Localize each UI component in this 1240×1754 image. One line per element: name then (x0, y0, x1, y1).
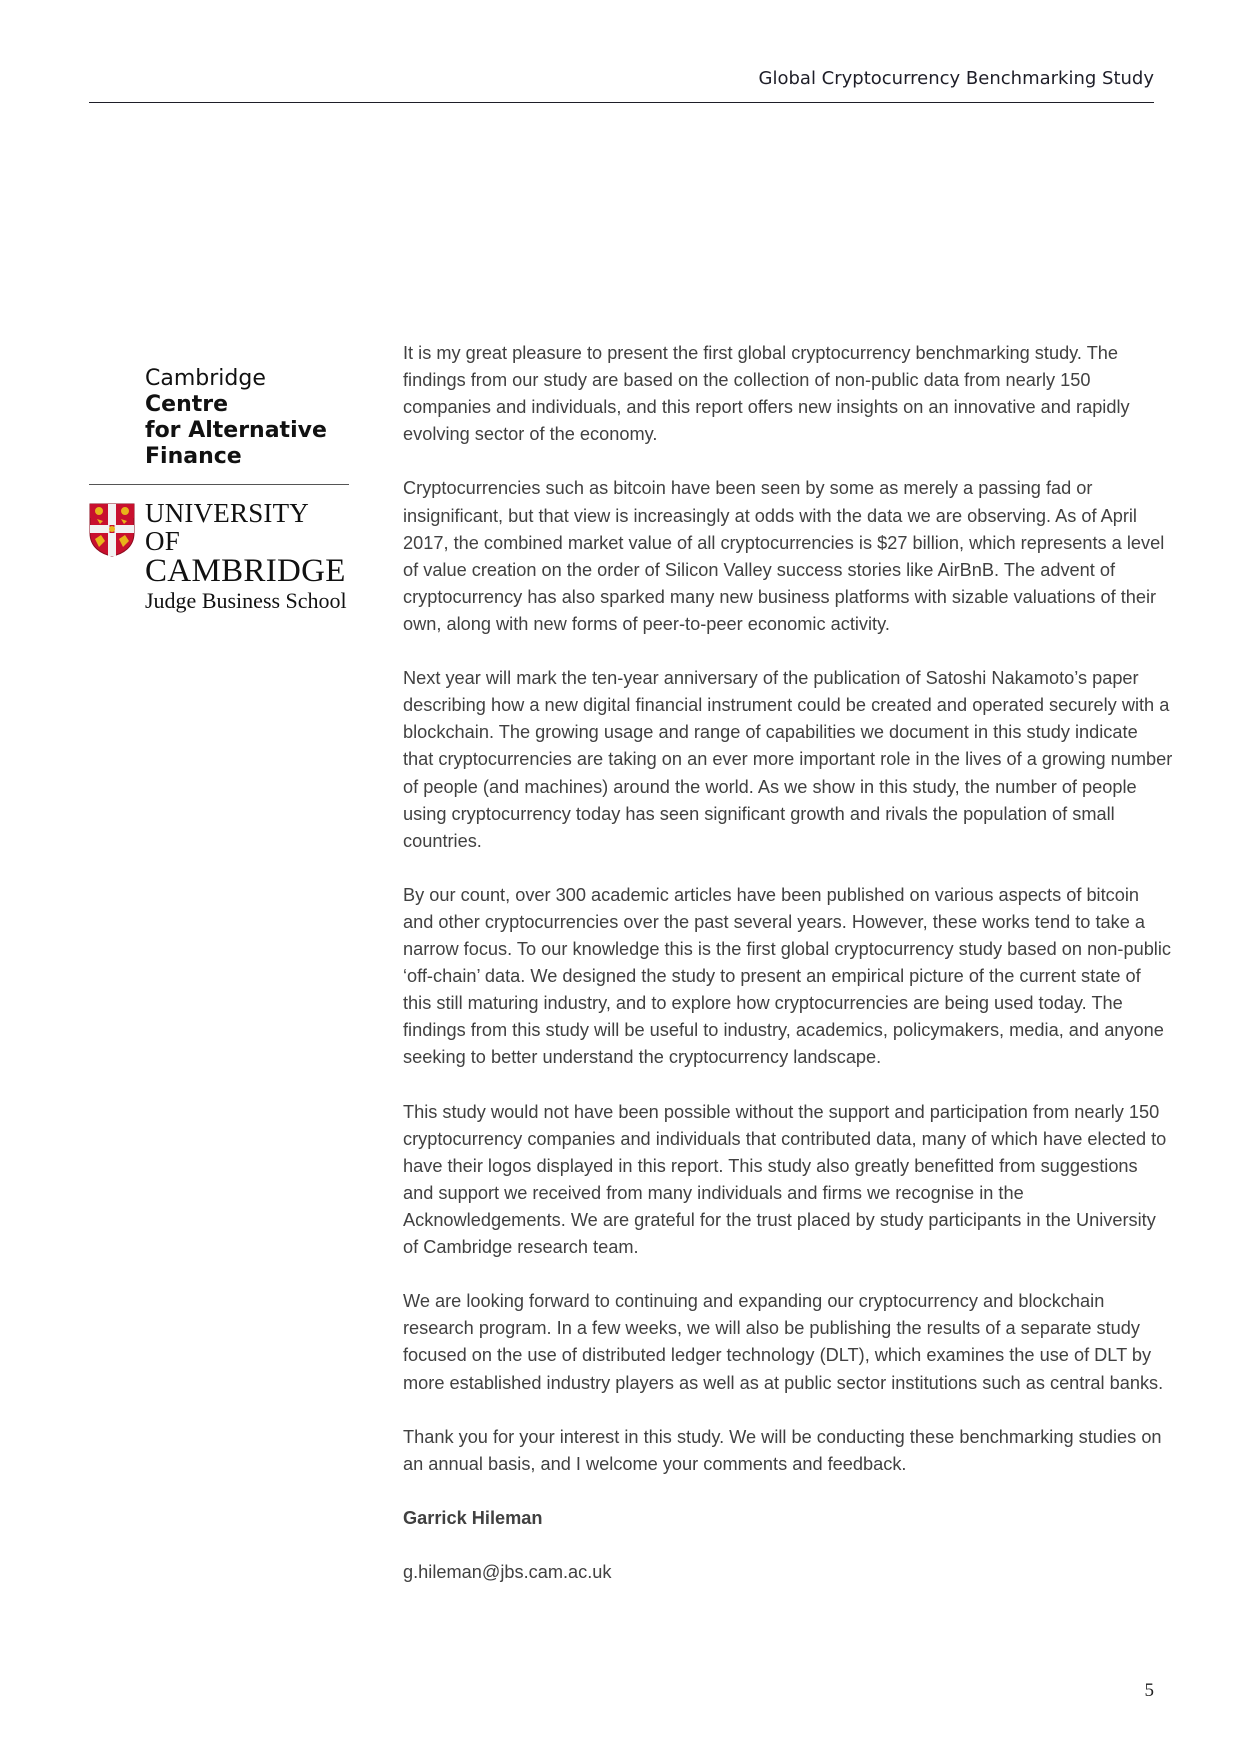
paragraph: This study would not have been possible without the support and participation from nearly 150 cryptocurrency companies and individuals that contributed data, many of which have elected to have their logos displayed in this report. This study also greatly benefitted from suggestions and support we received from many individuals and firms we recognise in the Acknowledgements. We are grateful for the trust placed by study participants in the University of Cambridge research team. (403, 1101, 1167, 1258)
signature-email: g.hileman@jbs.cam.ac.uk (403, 1562, 612, 1583)
paragraph: By our count, over 300 academic articles have been published on various aspects of bitcoin and other cryptocurrencies over the past several years. However, these works tend to take a narrow focus. To our knowledge this is the first global cryptocurrency study based on non-public ‘off-chain’ data. We designed the study to present an empirical picture of the current state of this still maturing industry, and to explore how cryptocurrencies are being used today. The findings from this study will be useful to industry, academics, policymakers, media, and anyone seeking to better understand the cryptocurrency landscape. (403, 884, 1171, 1068)
paragraph: It is my great pleasure to present the first global cryptocurrency benchmarking study. The findings from our study are based on the collection of non-public data from nearly 150 companies and individuals, and this report offers new insights on an innovative and rapidly evolving sector of the economy. (403, 343, 1130, 445)
cambridge-crest-icon (89, 503, 135, 557)
header-divider (89, 102, 1154, 103)
ccaf-logo-line4: Finance (145, 444, 242, 469)
jbs-logo (89, 499, 349, 615)
foreword-body (403, 340, 1173, 1613)
ccaf-logo-line3: for Alternative (145, 418, 327, 443)
sidebar-logos (89, 366, 349, 615)
running-header-title: Global Cryptocurrency Benchmarking Study (758, 68, 1154, 89)
ccaf-logo (89, 366, 349, 470)
jbs-logo-line3: Judge Business School (145, 588, 347, 613)
paragraph: Thank you for your interest in this study. We will be conducting these benchmarking studies on an annual basis, and I welcome your comments and feedback. (403, 1426, 1162, 1474)
signature-name: Garrick Hileman (403, 1508, 543, 1529)
paragraph: We are looking forward to continuing and expanding our cryptocurrency and blockchain research program. In a few weeks, we will also be publishing the results of a separate study focused on the use of distributed ledger technology (DLT), which examines the use of DLT by more established industry players as well as at public sector institutions such as central banks. (403, 1291, 1164, 1393)
paragraph: Cryptocurrencies such as bitcoin have been seen by some as merely a passing fad or insignificant, but that view is increasingly at odds with the data we are observing. As of April 2017, the combined market value of all cryptocurrencies is $27 billion, which represents a level of value creation on the order of Silicon Valley success stories like AirBnB. The advent of cryptocurrency has also sparked many new business platforms with sizable valuations of their own, along with new forms of peer-to-peer economic activity. (403, 478, 1165, 634)
jbs-wordmark (145, 499, 349, 615)
jbs-logo-line2: CAMBRIDGE (145, 553, 346, 589)
page-number: 5 (1144, 1680, 1154, 1701)
ccaf-logo-line2: Centre (145, 392, 229, 417)
ccaf-logo-line1: Cambridge (145, 366, 266, 391)
paragraph: Next year will mark the ten-year anniversary of the publication of Satoshi Nakamoto’s paper describing how a new digital financial instrument could be created and operated securely with a blockchain. The growing usage and range of capabilities we document in this study indicate that cryptocurrencies are taking on an ever more important role in the lives of a growing number of people (and machines) around the world. As we show in this study, the number of people using cryptocurrency today has seen significant growth and rivals the population of small countries. (403, 668, 1173, 851)
logo-divider (89, 484, 349, 485)
jbs-logo-line1: UNIVERSITY OF (145, 498, 308, 556)
